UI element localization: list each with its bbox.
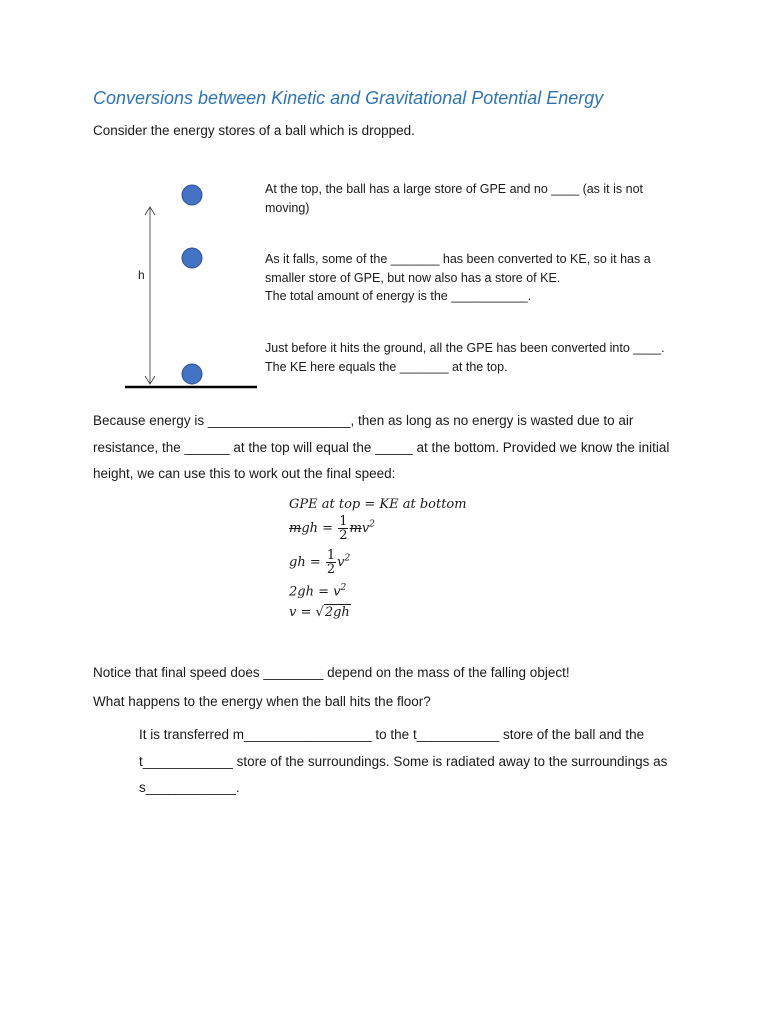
equation-2: mgh = $\frac{1}{2}$ $mv^2$	[289, 514, 375, 543]
half-fraction-2: $\frac{1}{2}$	[326, 548, 336, 577]
equation-1: GPE at top = KE at bottom	[289, 497, 467, 512]
ball-middle	[182, 248, 202, 268]
equation-4: $2gh = v^2$	[289, 583, 347, 600]
notice-text: Notice that final speed does ________ depend on the mass of the falling object!	[93, 665, 570, 680]
equation-3: gh = $\frac{1}{2}$ $v^2$	[289, 548, 351, 577]
cancelled-mass-right: m	[349, 521, 362, 536]
note-top: At the top, the ball has a large store of GPE and no ____ (as it is not moving)	[265, 182, 644, 215]
cancelled-mass-left: m	[289, 521, 302, 536]
note-falling-line-2: The total amount of energy is the ___________.	[265, 289, 532, 303]
note-falling	[265, 250, 675, 306]
ball-bottom	[182, 364, 202, 384]
page-title: Conversions between Kinetic and Gravitational Potential Energy	[93, 88, 604, 108]
drop-diagram	[120, 175, 270, 395]
sqrt-argument: 2gh	[324, 605, 350, 620]
half-fraction: $\frac{1}{2}$	[339, 514, 348, 543]
intro-text: Consider the energy stores of a ball which is dropped.	[93, 123, 415, 138]
height-label: h	[138, 268, 145, 282]
note-bottom-line-1: Just before it hits the ground, all the GPE has been converted into ____.	[265, 341, 665, 355]
answer-text: It is transferred m_________________ to the t___________ store of the ball and the t____________ store of the surroundings. Some is radiated away to the surroundings as s____________.	[139, 727, 668, 795]
eq2-lhs: gh =	[301, 521, 334, 536]
note-bottom	[265, 339, 705, 376]
note-bottom-line-2: The KE here equals the _______ at the top.	[265, 359, 508, 374]
note-falling-line-1: As it falls, some of the _______ has been converted to KE, so it has a smaller store of GPE, but now also has a store of KE.	[265, 252, 651, 285]
sqrt-symbol: √	[315, 605, 324, 620]
equation-5: v = √2gh	[289, 605, 350, 620]
conservation-paragraph: Because energy is ___________________, then as long as no energy is wasted due to air resistance, the ______ at the top will equal the _____ at the bottom. Provided we know the initial height, we can use this to work out the final speed:	[93, 413, 670, 481]
question-text: What happens to the energy when the ball hits the floor?	[93, 694, 431, 709]
ball-top	[182, 185, 202, 205]
